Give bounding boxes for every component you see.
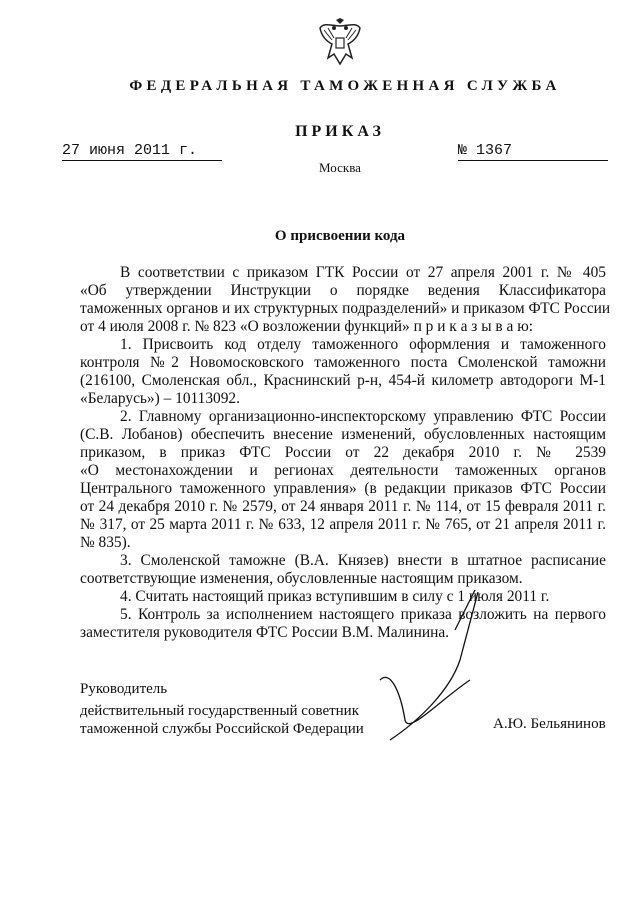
paragraph-line: № 317, от 25 марта 2011 г. № 633, 12 апреля 2011 г. № 765, от 21 апреля 2011 г. xyxy=(80,516,606,533)
paragraph-line: «Об утверждении Инструкции о порядке ведения Классификатора xyxy=(80,282,606,299)
paragraph-line: (С.В. Лобанов) обеспечить внесение изменений, обусловленных настоящим xyxy=(80,426,606,443)
paragraph-line: 5. Контроль за исполнением настоящего приказа возложить на первого xyxy=(120,606,606,623)
paragraph-line: от 24 декабря 2010 г. № 2579, от 24 января 2011 г. № 114, от 15 февраля 2011 г. xyxy=(80,498,606,515)
paragraph-line: Центрального таможенного управления» (в редакции приказов ФТС России xyxy=(80,480,606,497)
paragraph-line: В соответствии с приказом ГТК России от 27 апреля 2001 г. № 405 xyxy=(120,264,606,281)
city: Москва xyxy=(319,160,361,175)
order-number: № 1367 xyxy=(458,142,608,161)
signatory-title-line: действительный государственный советник xyxy=(80,703,360,719)
handwritten-signature xyxy=(350,590,490,750)
paragraph-line: «О местонахождении и регионах деятельности таможенных органов xyxy=(80,462,606,479)
paragraph-line: «Беларусь») – 10113092. xyxy=(80,390,240,407)
document-type: ПРИКАЗ xyxy=(295,123,385,140)
paragraph-line: 3. Смоленской таможне (В.А. Князев) внести в штатное расписание xyxy=(120,552,606,569)
paragraph-line: № 835). xyxy=(80,534,131,551)
paragraph-line: 1. Присвоить код отделу таможенного оформления и таможенного xyxy=(120,336,606,353)
order-subject: О присвоении кода xyxy=(274,228,406,244)
order-paragraph xyxy=(80,606,606,642)
paragraph-line: таможенных органов и их структурных подразделений» и приказом ФТС России xyxy=(80,300,611,317)
paragraph-line: 2. Главному организационно-инспекторскому управлению ФТС России xyxy=(120,408,606,425)
paragraph-line: приказом, в приказ ФТС России от 22 декабря 2010 г. № 2539 xyxy=(80,444,606,461)
order-paragraph xyxy=(80,336,606,408)
signatory-title xyxy=(80,680,364,738)
paragraph-line: заместителя руководителя ФТС России В.М. Малинина. xyxy=(80,624,450,641)
paragraph-line: (216100, Смоленская обл., Краснинский р-н, 454-й километр автодороги М-1 xyxy=(80,372,606,389)
order-paragraph xyxy=(80,552,606,588)
order-paragraph xyxy=(80,408,606,552)
order-body xyxy=(80,264,611,642)
coat-of-arms-emblem xyxy=(318,18,362,68)
order-paragraph xyxy=(80,588,606,606)
paragraph-line: от 4 июля 2008 г. № 823 «О возложении функций» п р и к а з ы в а ю: xyxy=(80,318,533,335)
signatory-title-line: Руководитель xyxy=(80,681,168,697)
order-date: 27 июня 2011 г. xyxy=(62,142,222,161)
agency-name: ФЕДЕРАЛЬНАЯ ТАМОЖЕННАЯ СЛУЖБА xyxy=(129,78,561,94)
paragraph-line: 4. Считать настоящий приказ вступившим в силу с 1 июля 2011 г. xyxy=(120,588,550,605)
order-paragraph xyxy=(80,264,611,336)
paragraph-line: контроля №2 Новомосковского таможенного поста Смоленской таможни xyxy=(80,354,606,371)
paragraph-line: соответствующие изменения, обусловленные настоящим приказом. xyxy=(80,570,523,587)
signatory-name: А.Ю. Бельянинов xyxy=(493,716,606,732)
signatory-title-line: таможенной службы Российской Федерации xyxy=(80,721,364,737)
